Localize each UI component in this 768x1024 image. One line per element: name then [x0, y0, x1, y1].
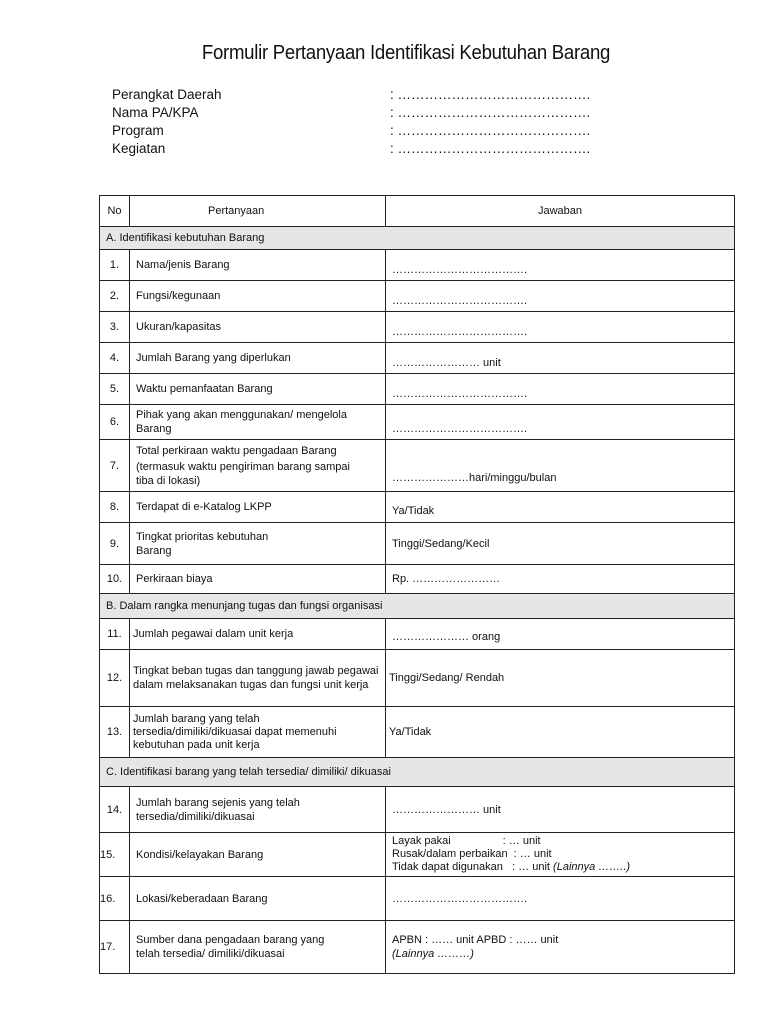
row-answer-line: Layak pakai : … unit: [392, 835, 541, 847]
table-row: [100, 440, 735, 492]
meta-row-kegiatan: [112, 140, 632, 158]
row-number: 15.: [100, 833, 130, 877]
row-answer: ……………………………….: [386, 374, 735, 405]
meta-value: : …………………………………….: [390, 141, 591, 156]
table-row: [100, 312, 735, 343]
row-question: Kondisi/kelayakan Barang: [130, 833, 386, 877]
row-question-line: kebutuhan pada unit kerja: [133, 738, 260, 751]
row-number: 17.: [100, 921, 130, 974]
table-row: [100, 619, 735, 650]
meta-value: : …………………………………….: [390, 105, 591, 120]
row-question: [130, 440, 386, 492]
row-answer: …………………… unit: [386, 787, 735, 833]
row-question-line: (termasuk waktu pengiriman barang sampai: [136, 460, 350, 473]
row-question: Waktu pemanfaatan Barang: [130, 374, 386, 405]
row-number: 16.: [100, 877, 130, 921]
questionnaire-table: [99, 195, 735, 974]
row-answer-line: Rusak/dalam perbaikan : … unit: [392, 848, 552, 860]
row-number: 13.: [100, 707, 130, 758]
row-number: 4.: [100, 343, 130, 374]
row-answer: Tinggi/Sedang/ Rendah: [386, 650, 735, 707]
row-question: Lokasi/keberadaan Barang: [130, 877, 386, 921]
row-answer: …………………hari/minggu/bulan: [386, 440, 735, 492]
row-number: 8.: [100, 492, 130, 523]
row-number: 14.: [100, 787, 130, 833]
header-question: Pertanyaan: [130, 196, 386, 227]
row-question-line: Jumlah barang sejenis yang telah: [136, 796, 300, 809]
row-question-line: Barang: [136, 544, 172, 557]
row-number: 7.: [100, 440, 130, 492]
table-row: [100, 492, 735, 523]
section-b-row: [100, 594, 735, 619]
row-question: Terdapat di e-Katalog LKPP: [130, 492, 386, 523]
section-b-title: B. Dalam rangka menunjang tugas dan fungsi organisasi: [100, 594, 735, 619]
row-question: [130, 921, 386, 974]
row-answer-line: APBN : …… unit APBD : …… unit: [392, 934, 559, 946]
row-question: [130, 650, 386, 707]
row-answer-line: [392, 861, 734, 874]
row-question: Ukuran/kapasitas: [130, 312, 386, 343]
section-c-title: C. Identifikasi barang yang telah tersedia/ dimiliki/ dikuasai: [100, 758, 735, 787]
row-number: 6.: [100, 405, 130, 440]
row-answer: ……………………………….: [386, 312, 735, 343]
row-answer: [386, 833, 735, 877]
meta-value: : …………………………………….: [390, 87, 591, 102]
row-question: Fungsi/kegunaan: [130, 281, 386, 312]
meta-label: Program: [112, 123, 164, 138]
row-answer: Rp. ……………………: [386, 565, 735, 594]
row-question-line: tiba di lokasi): [136, 474, 201, 487]
row-question: Jumlah Barang yang diperlukan: [130, 343, 386, 374]
form-meta: [112, 86, 632, 158]
row-question: [130, 787, 386, 833]
row-number: 5.: [100, 374, 130, 405]
section-c-row: [100, 758, 735, 787]
row-answer: ……………………………….: [386, 250, 735, 281]
row-answer-note: (Lainnya ………): [392, 948, 474, 960]
row-number: 11.: [100, 619, 130, 650]
row-question-line: telah tersedia/ dimiliki/dikuasai: [136, 948, 285, 960]
meta-label: Perangkat Daerah: [112, 87, 222, 102]
meta-row-program: [112, 122, 632, 140]
meta-value: : …………………………………….: [390, 123, 591, 138]
section-a-title: A. Identifikasi kebutuhan Barang: [100, 227, 735, 250]
row-answer: ………………… orang: [386, 619, 735, 650]
row-question-line: Jumlah barang yang telah: [133, 712, 260, 725]
row-question: Perkiraan biaya: [130, 565, 386, 594]
header-answer: Jawaban: [386, 196, 735, 227]
row-question-line: Total perkiraan waktu pengadaan Barang: [136, 444, 337, 457]
row-question-line: dalam melaksanakan tugas dan fungsi unit kerja: [133, 679, 369, 691]
table-row: [100, 707, 735, 758]
row-question: Jumlah pegawai dalam unit kerja: [130, 619, 386, 650]
table-row: [100, 833, 735, 877]
meta-row-nama-pa-kpa: [112, 104, 632, 122]
row-question-line: tersedia/dimiliki/dikuasai: [136, 810, 255, 823]
table-row: [100, 250, 735, 281]
row-answer: [386, 921, 735, 974]
row-answer: Ya/Tidak: [386, 707, 735, 758]
row-number: 9.: [100, 523, 130, 565]
header-no: No: [100, 196, 130, 227]
row-answer: Tinggi/Sedang/Kecil: [386, 523, 735, 565]
table-row: [100, 565, 735, 594]
table-header-row: [100, 196, 735, 227]
table-row: [100, 374, 735, 405]
row-answer-text: Tidak dapat digunakan : … unit: [392, 861, 550, 873]
table-row: [100, 405, 735, 440]
row-number: 3.: [100, 312, 130, 343]
form-title: Formulir Pertanyaan Identifikasi Kebutuhan Barang: [201, 42, 611, 64]
meta-label: Nama PA/KPA: [112, 105, 199, 120]
row-answer-note: (Lainnya ……..): [553, 861, 631, 873]
row-question: Pihak yang akan menggunakan/ mengelola Barang: [130, 405, 386, 440]
row-question-line: tersedia/dimiliki/dikuasai dapat memenuhi: [133, 725, 337, 738]
row-question-line: Tingkat prioritas kebutuhan: [136, 530, 269, 543]
meta-label: Kegiatan: [112, 141, 166, 156]
row-answer: ……………………………….: [386, 877, 735, 921]
row-answer: …………………… unit: [386, 343, 735, 374]
row-answer: ……………………………….: [386, 281, 735, 312]
table-row: [100, 523, 735, 565]
row-question-line: Sumber dana pengadaan barang yang: [136, 934, 325, 946]
table-row: [100, 877, 735, 921]
row-number: 1.: [100, 250, 130, 281]
row-answer: Ya/Tidak: [386, 492, 735, 523]
row-question: [130, 523, 386, 565]
table-row: [100, 281, 735, 312]
table-row: [100, 787, 735, 833]
section-a-row: [100, 227, 735, 250]
table-row: [100, 921, 735, 974]
row-question: Nama/jenis Barang: [130, 250, 386, 281]
table-row: [100, 343, 735, 374]
row-number: 10.: [100, 565, 130, 594]
row-number: 12.: [100, 650, 130, 707]
table-row: [100, 650, 735, 707]
row-number: 2.: [100, 281, 130, 312]
row-answer: ……………………………….: [386, 405, 735, 440]
row-question-line: Tingkat beban tugas dan tanggung jawab pegawai: [133, 665, 379, 677]
row-question: [130, 707, 386, 758]
meta-row-perangkat-daerah: [112, 86, 632, 104]
